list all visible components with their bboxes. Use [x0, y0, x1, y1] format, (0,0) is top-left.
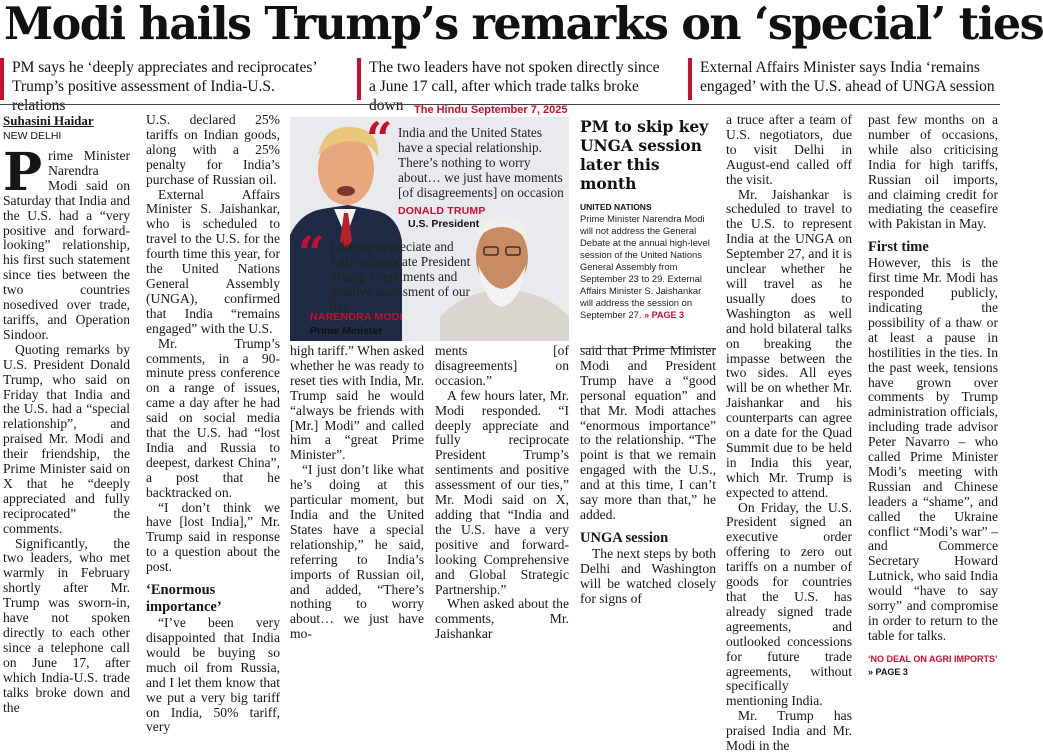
deck-1: PM says he ‘deeply appreciates and reciprocates’ Trump’s positive assessment of India-U.S. relations [0, 58, 330, 100]
paragraph: However, this is the first time Mr. Modi has responded publicly, indicating the possibility of a thaw or at least a pause in hostilities in the ties. In the past week, tensions have grown over comments by Trump administration officials, including trade advisor Peter Navarro – who called Prime Minister Modi’s meeting with Russian and Chinese leaders a “shame”, and called the Ukraine conflict “Modi’s war” – and Commerce Secretary Howard Lutnick, who said India would “have to say sorry” and compromise in order to return to the table for talks. [868, 255, 998, 643]
sidebar-dateline: UNITED NATIONS [580, 202, 652, 212]
headline: Modi hails Trump’s remarks on ‘special’ ties [4, 0, 1043, 50]
paragraph: high tariff.” When asked whether he was ready to reset ties with India, Mr. Trump said he would “always be friends with [Mr.] Modi” and called him a “great Prime Minister”. [290, 343, 424, 463]
subheading: UNGA session [580, 529, 669, 546]
quote-mark-icon: “ [298, 226, 325, 280]
paragraph: Mr. Trump has praised India and Mr. Modi in the [726, 708, 852, 754]
related-story-page-link[interactable]: » PAGE 3 [868, 666, 908, 677]
sidebar-box [580, 117, 716, 349]
paragraph: Quoting remarks by U.S. President Donald Trump, who said on Friday that India and the U.S. had a “special relationship”, and praised Mr. Modi and their friendship, the Prime Minister said on X that he “deeply appreciated and fully reciprocated” the comments. [3, 341, 130, 536]
paragraph: “I’ve been very disappointed that India would be buying so much oil from Russia, and I let them know that we put a very big tariff on India, 50% tariff, very [146, 615, 280, 735]
paragraph: A few hours later, Mr. Modi responded. “I deeply appreciate and fully reciprocate President Trump’s sentiments and positive assessment of our ties,” Mr. Modi said on X, adding that “India and the U.S. have a very positive and forward-looking Comprehensive and Global Strategic Partnership.” [435, 387, 569, 597]
byline: Suhasini Haidar [3, 113, 94, 128]
deck-2: The two leaders have not spoken directly since a June 17 call, after which trade talks broke down [357, 58, 667, 100]
paragraph: On Friday, the U.S. President signed an executive order offering to zero out tariffs on a number of goods for countries that the U.S. has already signed trade agreements, and outlooked concessions for future trade agreements, without specifically mentioning India. [726, 499, 852, 709]
paragraph: U.S. declared 25% tariffs on Indian goods, along with a 25% penalty for India’s purchase of Russian oil. [146, 112, 280, 187]
paragraph: past few months on a number of occasions, while also criticising India for high tariffs, Russian oil imports, and claiming credit for mediating the ceasefire with Pakistan in May. [868, 112, 998, 232]
paragraph: External Affairs Minister S. Jaishankar, who is scheduled to travel to the U.S. for the fourth time this year, for the United Nations General Assembly (UNGA), confirmed that India “remains engaged” with the U.S. [146, 186, 280, 336]
article-column-3 [290, 343, 424, 642]
subheading: First time [868, 239, 929, 256]
paragraph: “I just don’t like what he’s doing at this particular moment, but India and the United States have a special relationship,” he said, referring to India’s imports of Russian oil, and added, “There’s nothing to worry about… we just have mo- [290, 462, 424, 642]
drop-cap: P [3, 142, 43, 203]
dateline: NEW DELHI [3, 130, 62, 142]
article-column-6 [726, 112, 852, 754]
quote-mark-icon: “ [366, 112, 393, 166]
sidebar-body: Prime Minister Narendra Modi will not address the General Debate at the annual high-level session of the United Nations General Assembly from September 23 to 29. External Affairs Minister S. Jaishankar will address the session on September 27. » PAGE 3 [580, 213, 710, 320]
paragraph: ments [of disagreements] on occasion.” [435, 343, 569, 388]
sidebar-page-link[interactable]: » PAGE 3 [644, 310, 684, 320]
deck-3: External Affairs Minister says India ‘remains engaged’ with the U.S. ahead of UNGA session [688, 58, 1000, 100]
paragraph: Mr. Trump’s comments, in a 90-minute press conference on a range of issues, came a day after he had said on social media that the U.S. had “lost India and Russia to deepest, darkest China”, a post that he backtracked on. [146, 335, 280, 500]
article-column-1 [3, 113, 130, 715]
subheading: ‘Enormous importance’ [146, 582, 222, 616]
article-column-2 [146, 112, 280, 735]
sidebar-title: PM to skip key UNGA session later this month [580, 117, 709, 193]
related-story-title[interactable]: ‘NO DEAL ON AGRI IMPORTS’ [868, 653, 998, 664]
paragraph: The next steps by both Delhi and Washington will be watched closely for signs of [580, 545, 716, 606]
trump-role: U.S. President [408, 218, 480, 230]
article-column-4 [435, 343, 569, 642]
paragraph: said that Prime Minister Modi and President Trump have a “good personal equation” and that Mr. Modi attaches “enormous importance” to the relationship. “The point is that we remain engaged with the U.S., and at this time, I can’t say more than that,” he added. [580, 343, 716, 522]
paragraph: When asked about the comments, Mr. Jaishankar [435, 596, 569, 642]
paragraph: “I don’t think we have [lost India],” Mr. Trump said in response to a question about the post. [146, 499, 280, 575]
leaders-photo-panel [290, 112, 569, 341]
modi-name: NARENDRA MODI [310, 311, 403, 323]
trump-name: DONALD TRUMP [398, 205, 486, 217]
modi-role: Prime Minister [310, 325, 383, 337]
paragraph: Mr. Jaishankar is scheduled to travel to the U.S. to represent India at the UNGA on September 27, and it is unclear whether he will travel as he usually does to Washington as well and hold bilateral talks on breaking the impasse between the two sides. All eyes will be on whether Mr. Jaishankar and his counterparts can agree on a date for the Quad Summit due to be held in India this year, which Mr. Trump is expected to attend. [726, 186, 852, 500]
article-column-5 [580, 343, 716, 606]
trump-quote: India and the United States have a special relationship. There’s nothing to worry about… we just have moments [of disagreements] on occasion [398, 125, 564, 200]
paragraph: Significantly, the two leaders, who met warmly in February shortly after Mr. Trump was sworn-in, have not spoken directly to each other since a telephone call on June 17, after which India-U.S. trade talks broke down and the [3, 535, 130, 715]
paragraph: Prime Minister Narendra Modi said on Saturday that India and the U.S. had a “very positive and forward-looking” relationship, his first such statement since ties between the two countries nosedived over trade, tariffs, and Operation Sindoor. [3, 142, 130, 342]
paragraph: a truce after a team of U.S. negotiators, due to visit Delhi in August-end called off the visit. [726, 112, 852, 187]
article-column-7 [868, 112, 998, 677]
modi-quote: I deeply appreciate and fully reciprocate President Trump’s sentiments and positive assessment of our ties [330, 239, 471, 314]
source-tag: The Hindu September 7, 2025 [414, 104, 568, 116]
